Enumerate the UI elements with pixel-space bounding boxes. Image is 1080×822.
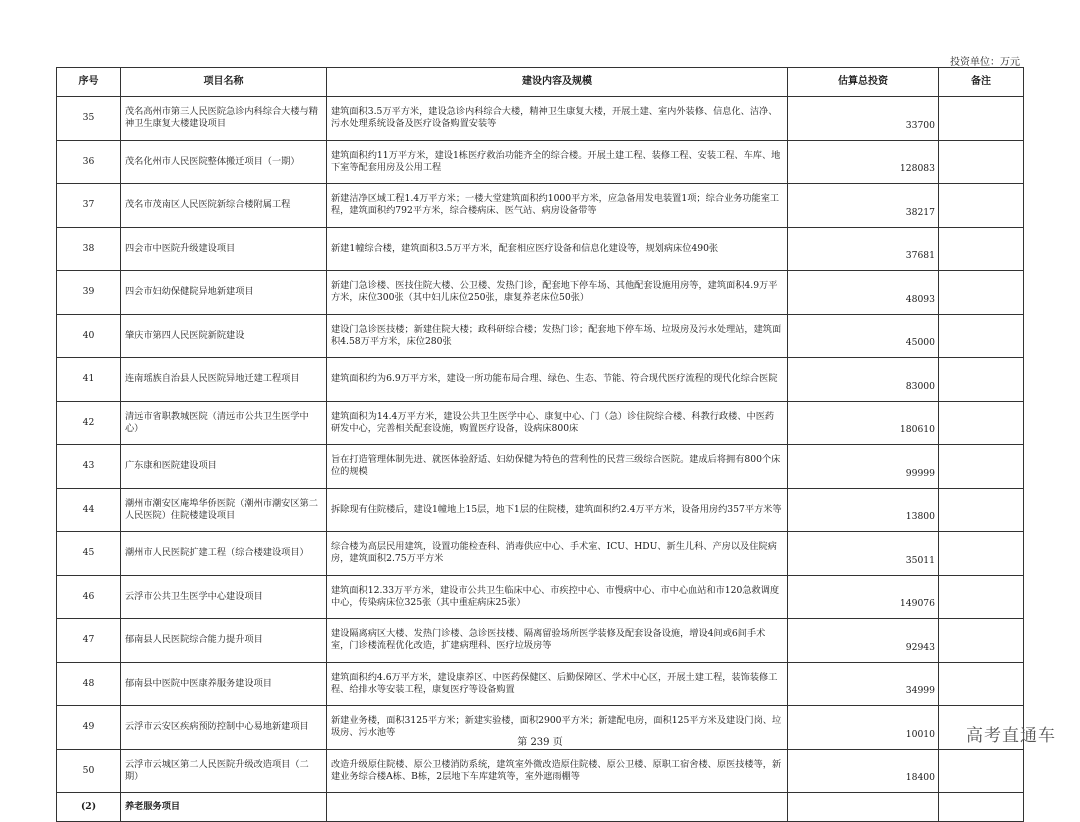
table-row bbox=[57, 662, 1024, 706]
table-row bbox=[57, 401, 1024, 445]
cell-name: 茂名市茂南区人民医院新综合楼附属工程 bbox=[121, 184, 327, 228]
project-table bbox=[56, 67, 1024, 822]
cell-amount: 48093 bbox=[788, 271, 939, 315]
cell-amount: 38217 bbox=[788, 184, 939, 228]
section-content bbox=[327, 793, 788, 822]
cell-no: 41 bbox=[57, 358, 121, 402]
cell-name: 连南瑶族自治县人民医院异地迁建工程项目 bbox=[121, 358, 327, 402]
table-row bbox=[57, 488, 1024, 532]
cell-name: 潮州市人民医院扩建工程（综合楼建设项目） bbox=[121, 532, 327, 576]
cell-content: 新建洁净区域工程1.4万平方米；一楼大堂建筑面积约1000平方米，应急备用发电装置1项；综合业务功能室工程，建筑面积约792平方米，综合楼病床、医气站、病房设备带等 bbox=[327, 184, 788, 228]
header-amount: 估算总投资 bbox=[788, 68, 939, 97]
header-no: 序号 bbox=[57, 68, 121, 97]
cell-amount: 92943 bbox=[788, 619, 939, 663]
cell-content: 改造升级原住院楼、原公卫楼消防系统，建筑室外微改造原住院楼、原公卫楼、原职工宿舍楼、原医技楼等，新建业务综合楼A栋、B栋，2层地下车库建筑等，室外遮雨棚等 bbox=[327, 749, 788, 793]
section-remark bbox=[939, 793, 1024, 822]
cell-remark bbox=[939, 488, 1024, 532]
cell-no: 43 bbox=[57, 445, 121, 489]
cell-content: 新建1幢综合楼，建筑面积3.5万平方米，配套相应医疗设备和信息化建设等，规划病床位490张 bbox=[327, 227, 788, 271]
cell-content: 建筑面积12.33万平方米，建设市公共卫生临床中心、市疾控中心、市慢病中心、市中心血站和市120急救调度中心，传染病床位325张（其中重症病床25张） bbox=[327, 575, 788, 619]
cell-content: 建筑面积3.5万平方米，建设急诊内科综合大楼，精神卫生康复大楼，开展土建、室内外装修、信息化、洁净、污水处理系统设备及医疗设备购置安装等 bbox=[327, 97, 788, 141]
cell-remark bbox=[939, 575, 1024, 619]
cell-amount: 180610 bbox=[788, 401, 939, 445]
header-content: 建设内容及规模 bbox=[327, 68, 788, 97]
cell-name: 云浮市公共卫生医学中心建设项目 bbox=[121, 575, 327, 619]
cell-amount: 149076 bbox=[788, 575, 939, 619]
cell-no: 39 bbox=[57, 271, 121, 315]
cell-content: 新建门急诊楼、医技住院大楼、公卫楼、发热门诊，配套地下停车场、其他配套设施用房等，建筑面积4.9万平方米，床位300张（其中妇儿床位250张，康复养老床位50张） bbox=[327, 271, 788, 315]
cell-name: 郁南县人民医院综合能力提升项目 bbox=[121, 619, 327, 663]
table-row bbox=[57, 619, 1024, 663]
cell-remark bbox=[939, 662, 1024, 706]
cell-remark bbox=[939, 445, 1024, 489]
cell-remark bbox=[939, 532, 1024, 576]
section-row bbox=[57, 793, 1024, 822]
cell-content: 拆除现有住院楼后，建设1幢地上15层，地下1层的住院楼，建筑面积约2.4万平方米，设备用房约357平方米等 bbox=[327, 488, 788, 532]
cell-amount: 35011 bbox=[788, 532, 939, 576]
table-row bbox=[57, 140, 1024, 184]
cell-no: 36 bbox=[57, 140, 121, 184]
cell-amount: 34999 bbox=[788, 662, 939, 706]
cell-name: 肇庆市第四人民医院新院建设 bbox=[121, 314, 327, 358]
cell-name: 广东康和医院建设项目 bbox=[121, 445, 327, 489]
cell-content: 建筑面积约11万平方米，建设1栋医疗救治功能齐全的综合楼。开展土建工程、装修工程、安装工程、车库、地下室等配套用房及公用工程 bbox=[327, 140, 788, 184]
cell-remark bbox=[939, 401, 1024, 445]
table-row bbox=[57, 184, 1024, 228]
section-name: 养老服务项目 bbox=[121, 793, 327, 822]
cell-amount: 13800 bbox=[788, 488, 939, 532]
cell-name: 茂名化州市人民医院整体搬迁项目（一期） bbox=[121, 140, 327, 184]
cell-content: 建设隔离病区大楼、发热门诊楼、急诊医技楼、隔离留验场所医学装修及配套设备设施，增设4间或6间手术室，门诊楼流程优化改造，扩建病理科、医疗垃圾房等 bbox=[327, 619, 788, 663]
cell-name: 四会市中医院升级建设项目 bbox=[121, 227, 327, 271]
cell-name: 云浮市云城区第二人民医院升级改造项目（二期） bbox=[121, 749, 327, 793]
cell-no: 45 bbox=[57, 532, 121, 576]
header-name: 项目名称 bbox=[121, 68, 327, 97]
cell-remark bbox=[939, 97, 1024, 141]
cell-no: 37 bbox=[57, 184, 121, 228]
section-no: (2) bbox=[57, 793, 121, 822]
cell-amount: 37681 bbox=[788, 227, 939, 271]
table-row bbox=[57, 532, 1024, 576]
cell-no: 35 bbox=[57, 97, 121, 141]
cell-name: 四会市妇幼保健院异地新建项目 bbox=[121, 271, 327, 315]
cell-name: 清远市省职教城医院（清远市公共卫生医学中心） bbox=[121, 401, 327, 445]
cell-content: 建筑面积为14.4万平方米，建设公共卫生医学中心、康复中心、门（急）诊住院综合楼、科教行政楼、中医药研发中心，完善相关配套设施，购置医疗设备，设病床800床 bbox=[327, 401, 788, 445]
cell-remark bbox=[939, 140, 1024, 184]
cell-no: 42 bbox=[57, 401, 121, 445]
table-row bbox=[57, 227, 1024, 271]
table-header-row bbox=[57, 68, 1024, 97]
cell-remark bbox=[939, 271, 1024, 315]
cell-amount: 33700 bbox=[788, 97, 939, 141]
cell-content: 综合楼为高层民用建筑，设置功能检查科、消毒供应中心、手术室、ICU、HDU、新生儿科、产房以及住院病房，建筑面积2.75万平方米 bbox=[327, 532, 788, 576]
table-row bbox=[57, 575, 1024, 619]
cell-remark bbox=[939, 358, 1024, 402]
cell-no: 48 bbox=[57, 662, 121, 706]
table-row bbox=[57, 314, 1024, 358]
cell-remark bbox=[939, 184, 1024, 228]
table-row bbox=[57, 97, 1024, 141]
cell-no: 46 bbox=[57, 575, 121, 619]
table-row bbox=[57, 358, 1024, 402]
section-amount bbox=[788, 793, 939, 822]
cell-amount: 18400 bbox=[788, 749, 939, 793]
cell-content: 旨在打造管理体制先进、就医体验舒适、妇幼保健为特色的营利性的民营三级综合医院。建成后将拥有800个床位的规模 bbox=[327, 445, 788, 489]
investment-unit-label: 投资单位：万元 bbox=[950, 57, 1020, 68]
cell-no: 44 bbox=[57, 488, 121, 532]
cell-amount: 45000 bbox=[788, 314, 939, 358]
cell-amount: 128083 bbox=[788, 140, 939, 184]
cell-content: 建设门急诊医技楼；新建住院大楼；政科研综合楼；发热门诊；配套地下停车场、垃圾房及污水处理站，建筑面积4.58万平方米，床位280张 bbox=[327, 314, 788, 358]
cell-no: 47 bbox=[57, 619, 121, 663]
cell-content: 建筑面积约为6.9万平方米，建设一所功能布局合理、绿色、生态、节能、符合现代医疗流程的现代化综合医院 bbox=[327, 358, 788, 402]
watermark: 高考直通车 bbox=[966, 726, 1056, 746]
cell-content: 新建业务楼，面积3125平方米；新建实验楼，面积2900平方米；新建配电房，面积125平方米及建设门岗、垃圾房、污水池等 bbox=[327, 706, 788, 750]
cell-name: 郁南县中医院中医康养服务建设项目 bbox=[121, 662, 327, 706]
cell-remark bbox=[939, 619, 1024, 663]
header-remark: 备注 bbox=[939, 68, 1024, 97]
table-row bbox=[57, 271, 1024, 315]
cell-no: 50 bbox=[57, 749, 121, 793]
cell-amount: 10010 bbox=[788, 706, 939, 750]
cell-name: 潮州市潮安区庵埠华侨医院（潮州市潮安区第二人民医院）住院楼建设项目 bbox=[121, 488, 327, 532]
cell-no: 40 bbox=[57, 314, 121, 358]
table-row bbox=[57, 445, 1024, 489]
table-row bbox=[57, 749, 1024, 793]
cell-remark bbox=[939, 749, 1024, 793]
cell-amount: 99999 bbox=[788, 445, 939, 489]
cell-no: 49 bbox=[57, 706, 121, 750]
cell-amount: 83000 bbox=[788, 358, 939, 402]
cell-name: 茂名高州市第三人民医院急诊内科综合大楼与精神卫生康复大楼建设项目 bbox=[121, 97, 327, 141]
cell-remark bbox=[939, 314, 1024, 358]
page-number: 第 239 页 bbox=[517, 737, 563, 748]
cell-remark bbox=[939, 227, 1024, 271]
cell-content: 建筑面积约4.6万平方米，建设康养区、中医药保健区、后勤保障区、学术中心区，开展土建工程，装饰装修工程、给排水等安装工程，康复医疗等设备购置 bbox=[327, 662, 788, 706]
cell-no: 38 bbox=[57, 227, 121, 271]
cell-name: 云浮市云安区疾病预防控制中心易地新建项目 bbox=[121, 706, 327, 750]
